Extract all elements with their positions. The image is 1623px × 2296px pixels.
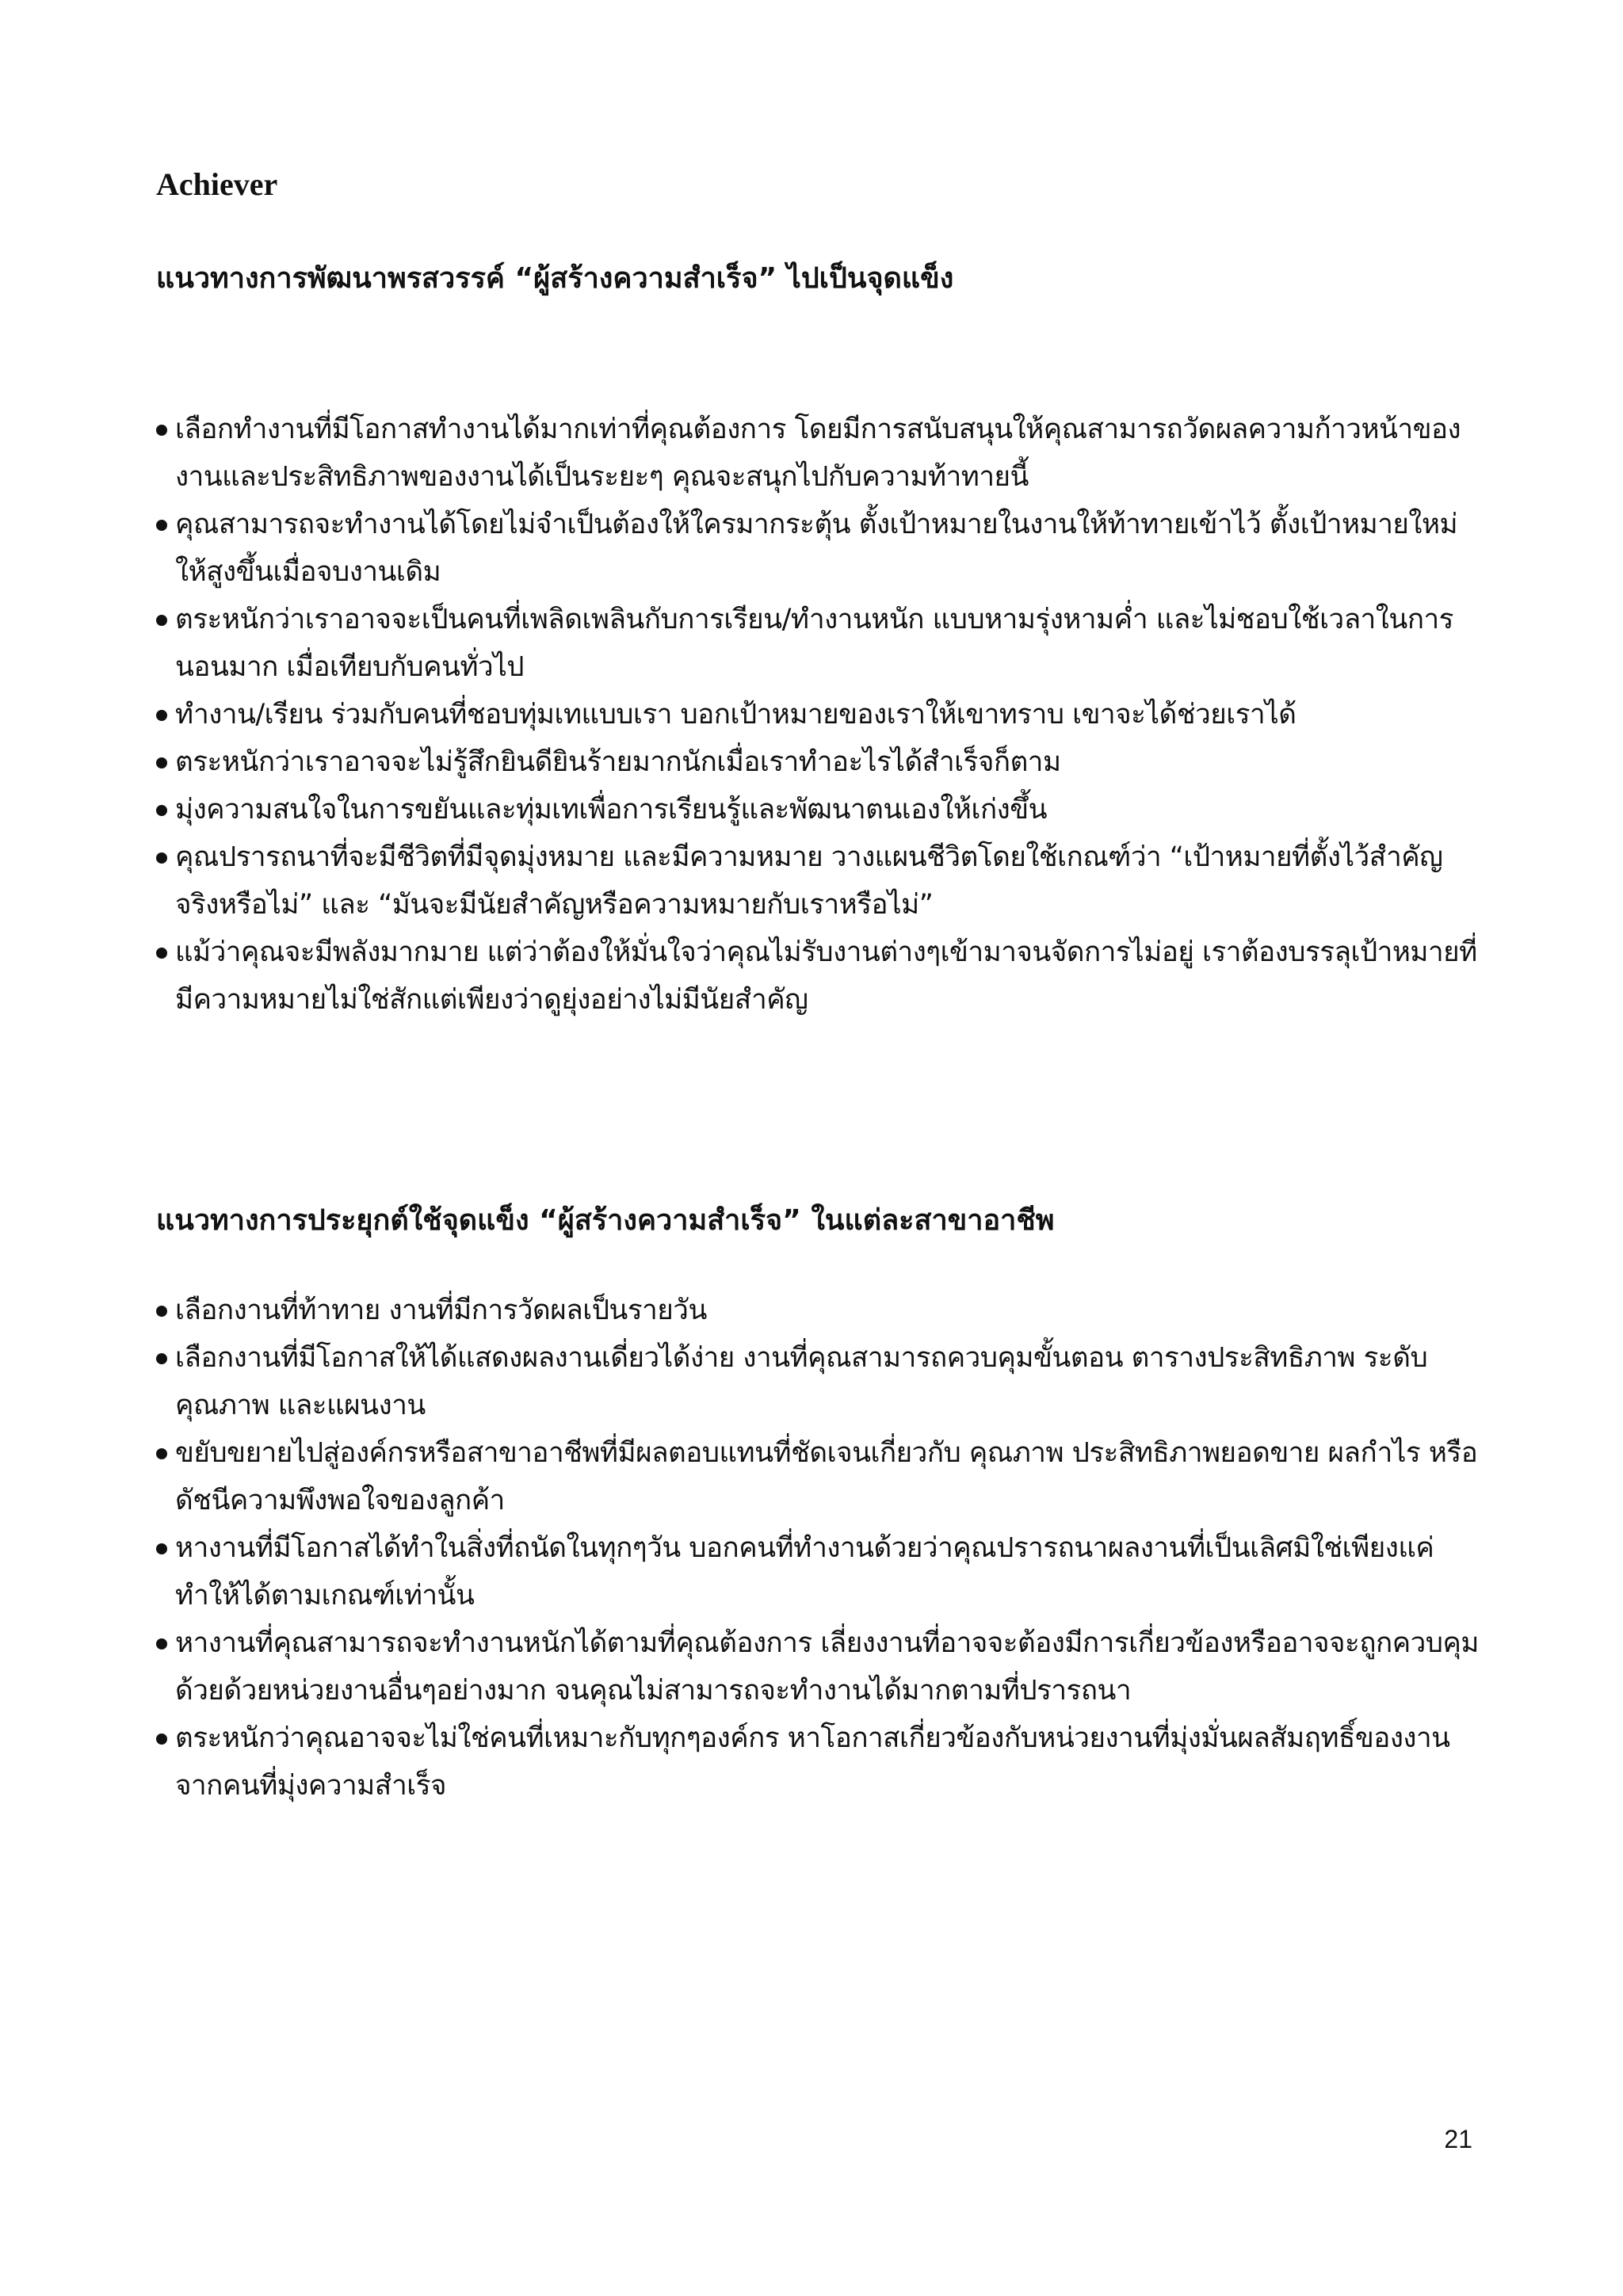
list-item: ทำงาน/เรียน ร่วมกับคนที่ชอบทุ่มเทแบบเรา บอกเป้าหมายของเราให้เขาทราบ เขาจะได้ช่วยเราได้ xyxy=(156,691,1480,738)
bullet-icon xyxy=(156,1733,167,1745)
section-heading-career-application: แนวทางการประยุกต์ใช้จุดแข็ง “ผู้สร้างความสำเร็จ” ในแต่ละสาขาอาชีพ xyxy=(156,1204,1055,1237)
bullet-icon xyxy=(156,520,167,531)
bullet-icon xyxy=(156,615,167,626)
list-item: มุ่งความสนใจในการขยันและทุ่มเทเพื่อการเรียนรู้และพัฒนาตนเองให้เก่งขึ้น xyxy=(156,786,1480,833)
development-tips-list xyxy=(156,406,1480,1024)
career-tips-list xyxy=(156,1287,1480,1810)
bullet-icon xyxy=(156,757,167,769)
bullet-icon xyxy=(156,948,167,959)
bullet-icon xyxy=(156,425,167,436)
list-item: คุณปรารถนาที่จะมีชีวิตที่มีจุดมุ่งหมาย และมีความหมาย วางแผนชีวิตโดยใช้เกณฑ์ว่า “เป้าหมายที่ตั้งไว้สำคัญจริงหรือไม่” และ “มันจะมีนัยสำคัญหรือความหมายกับเราหรือไม่” xyxy=(156,833,1480,929)
bullet-icon xyxy=(156,710,167,721)
section-heading-development: แนวทางการพัฒนาพรสวรรค์ “ผู้สร้างความสำเร็จ” ไปเป็นจุดแข็ง xyxy=(156,262,954,295)
list-item: ตระหนักว่าเราอาจจะเป็นคนที่เพลิดเพลินกับการเรียน/ทำงานหนัก แบบหามรุ่งหามค่ำ และไม่ชอบใช้เวลาในการนอนมาก เมื่อเทียบกับคนทั่วไป xyxy=(156,596,1480,691)
bullet-icon xyxy=(156,805,167,816)
page-number: 21 xyxy=(1444,2125,1472,2153)
list-item: หางานที่คุณสามารถจะทำงานหนักได้ตามที่คุณต้องการ เลี่ยงงานที่อาจจะต้องมีการเกี่ยวข้องหรืออาจจะถูกควบคุมด้วยด้วยหน่วยงานอื่นๆอย่างมาก จนคุณไม่สามารถจะทำงานได้มากตามที่ปรารถนา xyxy=(156,1619,1480,1714)
list-item: ตระหนักว่าคุณอาจจะไม่ใช่คนที่เหมาะกับทุกๆองค์กร หาโอกาสเกี่ยวข้องกับหน่วยงานที่มุ่งมั่นผลสัมฤทธิ์ของงานจากคนที่มุ่งความสำเร็จ xyxy=(156,1714,1480,1810)
list-item: ขยับขยายไปสู่องค์กรหรือสาขาอาชีพที่มีผลตอบแทนที่ชัดเจนเกี่ยวกับ คุณภาพ ประสิทธิภาพยอดขาย ผลกำไร หรือดัชนีความพึงพอใจของลูกค้า xyxy=(156,1429,1480,1524)
list-item: เลือกงานที่ท้าทาย งานที่มีการวัดผลเป็นรายวัน xyxy=(156,1287,1480,1334)
list-item: แม้ว่าคุณจะมีพลังมากมาย แต่ว่าต้องให้มั่นใจว่าคุณไม่รับงานต่างๆเข้ามาจนจัดการไม่อยู่ เราต้องบรรลุเป้าหมายที่มีความหมายไม่ใช่สักแต่เพียงว่าดูยุ่งอย่างไม่มีนัยสำคัญ xyxy=(156,929,1480,1024)
bullet-icon xyxy=(156,852,167,864)
bullet-icon xyxy=(156,1543,167,1554)
document-title: Achiever xyxy=(156,166,278,202)
list-item: หางานที่มีโอกาสได้ทำในสิ่งที่ถนัดในทุกๆวัน บอกคนที่ทำงานด้วยว่าคุณปรารถนาผลงานที่เป็นเลิศมิใช่เพียงแค่ทำให้ได้ตามเกณฑ์เท่านั้น xyxy=(156,1524,1480,1619)
bullet-icon xyxy=(156,1638,167,1650)
bullet-icon xyxy=(156,1353,167,1364)
list-item: เลือกงานที่มีโอกาสให้ได้แสดงผลงานเดี่ยวได้ง่าย งานที่คุณสามารถควบคุมขั้นตอน ตารางประสิทธิภาพ ระดับคุณภาพ และแผนงาน xyxy=(156,1334,1480,1429)
bullet-icon xyxy=(156,1306,167,1317)
list-item: ตระหนักว่าเราอาจจะไม่รู้สึกยินดียินร้ายมากนักเมื่อเราทำอะไรได้สำเร็จก็ตาม xyxy=(156,738,1480,786)
list-item: เลือกทำงานที่มีโอกาสทำงานได้มากเท่าที่คุณต้องการ โดยมีการสนับสนุนให้คุณสามารถวัดผลความก้าวหน้าของงานและประสิทธิภาพของงานได้เป็นระยะๆ คุณจะสนุกไปกับความท้าทายนี้ xyxy=(156,406,1480,501)
bullet-icon xyxy=(156,1448,167,1459)
list-item: คุณสามารถจะทำงานได้โดยไม่จำเป็นต้องให้ใครมากระตุ้น ตั้งเป้าหมายในงานให้ท้าทายเข้าไว้ ตั้งเป้าหมายใหม่ให้สูงขึ้นเมื่อจบงานเดิม xyxy=(156,501,1480,596)
